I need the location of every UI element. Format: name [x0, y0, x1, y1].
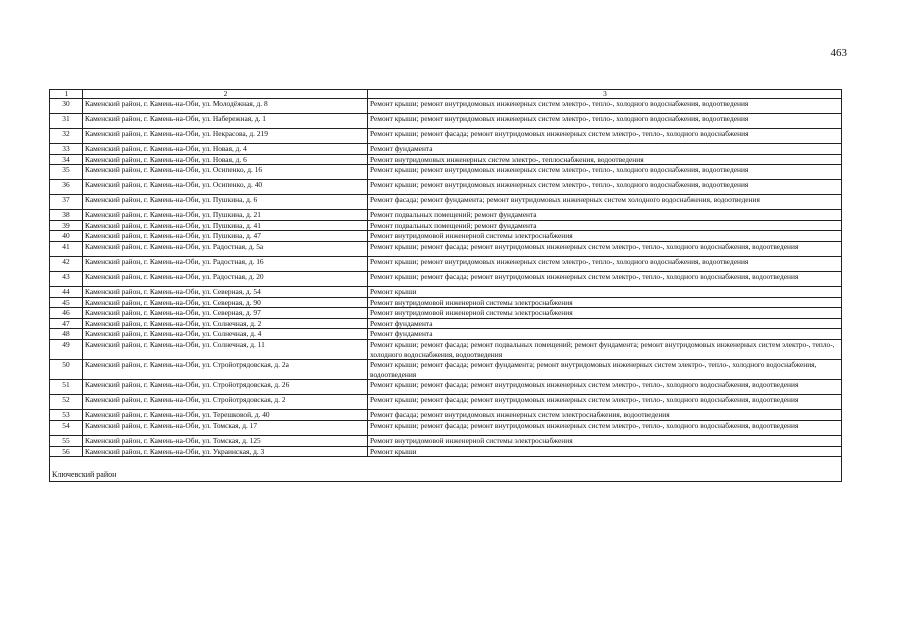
address-cell: Каменский район, г. Камень-на-Оби, ул. Томская, д. 17 — [83, 420, 368, 435]
works-cell: Ремонт крыши — [368, 446, 842, 457]
row-number-cell: 38 — [50, 210, 83, 221]
repair-table-container — [49, 89, 841, 482]
row-number-cell: 54 — [50, 420, 83, 435]
section-title: Ключевский район — [50, 457, 842, 482]
works-cell: Ремонт внутридомовой инженерной системы электроснабжения — [368, 231, 842, 242]
address-cell: Каменский район, г. Камень-на-Оби, ул. Северная, д. 90 — [83, 297, 368, 308]
table-row — [50, 420, 842, 435]
address-cell: Каменский район, г. Камень-на-Оби, ул. Молодёжная, д. 8 — [83, 99, 368, 114]
row-number-cell: 35 — [50, 165, 83, 180]
column-address-header: 2 — [83, 90, 368, 99]
works-cell: Ремонт внутридомовой инженерной системы электроснабжения — [368, 297, 842, 308]
row-number-cell: 42 — [50, 256, 83, 271]
address-cell: Каменский район, г. Камень-на-Оби, ул. Набережная, д. 1 — [83, 114, 368, 129]
table-row — [50, 129, 842, 144]
address-cell: Каменский район, г. Камень-на-Оби, ул. Пушкина, д. 21 — [83, 210, 368, 221]
row-number-cell: 45 — [50, 297, 83, 308]
address-cell: Каменский район, г. Камень-на-Оби, ул. Некрасова, д. 219 — [83, 129, 368, 144]
address-cell: Каменский район, г. Камень-на-Оби, ул. Солнечная, д. 11 — [83, 339, 368, 359]
row-number-cell: 31 — [50, 114, 83, 129]
table-row — [50, 286, 842, 297]
table-row — [50, 308, 842, 319]
row-number-cell: 30 — [50, 99, 83, 114]
works-cell: Ремонт крыши; ремонт фасада; ремонт внутридомовых инженерных систем электро-, тепло-, холодного водоснабжения, водоотведения — [368, 380, 842, 395]
address-cell: Каменский район, г. Камень-на-Оби, ул. Стройотрядовская, д. 2а — [83, 360, 368, 380]
table-row — [50, 99, 842, 114]
table-row — [50, 380, 842, 395]
address-cell: Каменский район, г. Камень-на-Оби, ул. Томская, д. 125 — [83, 435, 368, 446]
works-cell: Ремонт внутридомовой инженерной системы электроснабжения — [368, 308, 842, 319]
row-number-cell: 39 — [50, 220, 83, 231]
row-number-cell: 51 — [50, 380, 83, 395]
table-row — [50, 395, 842, 410]
address-cell: Каменский район, г. Камень-на-Оби, ул. Осипенко, д. 16 — [83, 165, 368, 180]
row-number-cell: 52 — [50, 395, 83, 410]
row-number-cell: 46 — [50, 308, 83, 319]
table-header-row — [50, 90, 842, 99]
table-row — [50, 435, 842, 446]
works-cell: Ремонт крыши; ремонт фасада; ремонт фундамента; ремонт внутридомовых инженерных систем электро-, тепло-, холодного водоснабжения, водоотведения — [368, 360, 842, 380]
works-cell: Ремонт крыши; ремонт фасада; ремонт внутридомовых инженерных систем электро-, тепло-, холодного водоснабжения, водоотведения — [368, 395, 842, 410]
row-number-cell: 34 — [50, 154, 83, 165]
table-row — [50, 154, 842, 165]
table-row — [50, 195, 842, 210]
row-number-cell: 53 — [50, 410, 83, 421]
address-cell: Каменский район, г. Камень-на-Оби, ул. Новая, д. 4 — [83, 144, 368, 155]
works-cell: Ремонт крыши; ремонт фасада; ремонт внутридомовых инженерных систем электро-, тепло-, холодного водоснабжения, водоотведения — [368, 420, 842, 435]
address-cell: Каменский район, г. Камень-на-Оби, ул. Радостная, д. 20 — [83, 271, 368, 286]
works-cell: Ремонт фасада; ремонт внутридомовых инженерных систем электроснабжения, водоотведения — [368, 410, 842, 421]
table-row — [50, 165, 842, 180]
table-row — [50, 256, 842, 271]
works-cell: Ремонт фундамента — [368, 329, 842, 340]
table-row — [50, 180, 842, 195]
address-cell: Каменский район, г. Камень-на-Оби, ул. Солнечная, д. 2 — [83, 318, 368, 329]
table-row — [50, 446, 842, 457]
address-cell: Каменский район, г. Камень-на-Оби, ул. Северная, д. 97 — [83, 308, 368, 319]
works-cell: Ремонт крыши; ремонт фасада; ремонт внутридомовых инженерных систем электро-, тепло-, холодного водоснабжения — [368, 129, 842, 144]
address-cell: Каменский район, г. Камень-на-Оби, ул. Пушкина, д. 6 — [83, 195, 368, 210]
address-cell: Каменский район, г. Камень-на-Оби, ул. Радостная, д. 5а — [83, 241, 368, 256]
works-cell: Ремонт подвальных помещений; ремонт фундамента — [368, 220, 842, 231]
table-row — [50, 271, 842, 286]
works-cell: Ремонт подвальных помещений; ремонт фундамента — [368, 210, 842, 221]
address-cell: Каменский район, г. Камень-на-Оби, ул. Осипенко, д. 40 — [83, 180, 368, 195]
works-cell: Ремонт фундамента — [368, 144, 842, 155]
table-row — [50, 114, 842, 129]
table-row — [50, 360, 842, 380]
table-row — [50, 220, 842, 231]
address-cell: Каменский район, г. Камень-на-Оби, ул. Северная, д. 54 — [83, 286, 368, 297]
works-cell: Ремонт фундамента — [368, 318, 842, 329]
address-cell: Каменский район, г. Камень-на-Оби, ул. Пушкина, д. 41 — [83, 220, 368, 231]
table-row — [50, 318, 842, 329]
repair-table — [49, 89, 842, 482]
column-works-header: 3 — [368, 90, 842, 99]
works-cell: Ремонт крыши; ремонт внутридомовых инженерных систем электро-, тепло-, холодного водоснабжения, водоотведения — [368, 165, 842, 180]
table-body — [50, 90, 842, 482]
address-cell: Каменский район, г. Камень-на-Оби, ул. Украинская, д. 3 — [83, 446, 368, 457]
address-cell: Каменский район, г. Камень-на-Оби, ул. Радостная, д. 16 — [83, 256, 368, 271]
row-number-cell: 56 — [50, 446, 83, 457]
row-number-cell: 32 — [50, 129, 83, 144]
row-number-cell: 36 — [50, 180, 83, 195]
address-cell: Каменский район, г. Камень-на-Оби, ул. Пушкина, д. 47 — [83, 231, 368, 242]
works-cell: Ремонт крыши; ремонт внутридомовых инженерных систем электро-, тепло-, холодного водоснабжения, водоотведения — [368, 256, 842, 271]
works-cell: Ремонт крыши; ремонт внутридомовых инженерных систем электро-, тепло-, холодного водоснабжения, водоотведения — [368, 99, 842, 114]
address-cell: Каменский район, г. Камень-на-Оби, ул. Солнечная, д. 4 — [83, 329, 368, 340]
address-cell: Каменский район, г. Камень-на-Оби, ул. Стройотрядовская, д. 2 — [83, 395, 368, 410]
row-number-cell: 43 — [50, 271, 83, 286]
row-number-cell: 48 — [50, 329, 83, 340]
works-cell: Ремонт внутридомовой инженерной системы электроснабжения — [368, 435, 842, 446]
row-number-cell: 33 — [50, 144, 83, 155]
address-cell: Каменский район, г. Камень-на-Оби, ул. Новая, д. 6 — [83, 154, 368, 165]
works-cell: Ремонт внутридомовых инженерных систем электро-, теплоснабжения, водоотведения — [368, 154, 842, 165]
row-number-cell: 40 — [50, 231, 83, 242]
address-cell: Каменский район, г. Камень-на-Оби, ул. Терешковой, д. 40 — [83, 410, 368, 421]
row-number-cell: 37 — [50, 195, 83, 210]
row-number-cell: 41 — [50, 241, 83, 256]
page-number: 463 — [830, 47, 847, 59]
works-cell: Ремонт фасада; ремонт фундамента; ремонт внутридомовых инженерных систем холодного водоснабжения, водоотведения — [368, 195, 842, 210]
works-cell: Ремонт крыши; ремонт внутридомовых инженерных систем электро-, тепло-, холодного водоснабжения, водоотведения — [368, 114, 842, 129]
address-cell: Каменский район, г. Камень-на-Оби, ул. Стройотрядовская, д. 26 — [83, 380, 368, 395]
works-cell: Ремонт крыши — [368, 286, 842, 297]
column-number-header: 1 — [50, 90, 83, 99]
table-row — [50, 297, 842, 308]
works-cell: Ремонт крыши; ремонт фасада; ремонт подвальных помещений; ремонт фундамента; ремонт внутридомовых инженерных систем электро-, тепло-, холодного водоснабжения, водоотведения — [368, 339, 842, 359]
table-row — [50, 339, 842, 359]
table-row — [50, 241, 842, 256]
row-number-cell: 44 — [50, 286, 83, 297]
row-number-cell: 55 — [50, 435, 83, 446]
row-number-cell: 49 — [50, 339, 83, 359]
table-row — [50, 144, 842, 155]
row-number-cell: 47 — [50, 318, 83, 329]
works-cell: Ремонт крыши; ремонт внутридомовых инженерных систем электро-, тепло-, холодного водоснабжения, водоотведения — [368, 180, 842, 195]
table-row — [50, 210, 842, 221]
section-row — [50, 457, 842, 482]
table-row — [50, 410, 842, 421]
works-cell: Ремонт крыши; ремонт фасада; ремонт внутридомовых инженерных систем электро-, тепло-, холодного водоснабжения, водоотведения — [368, 241, 842, 256]
row-number-cell: 50 — [50, 360, 83, 380]
table-row — [50, 329, 842, 340]
table-row — [50, 231, 842, 242]
works-cell: Ремонт крыши; ремонт фасада; ремонт внутридомовых инженерных систем электро-, тепло-, холодного водоснабжения, водоотведения — [368, 271, 842, 286]
